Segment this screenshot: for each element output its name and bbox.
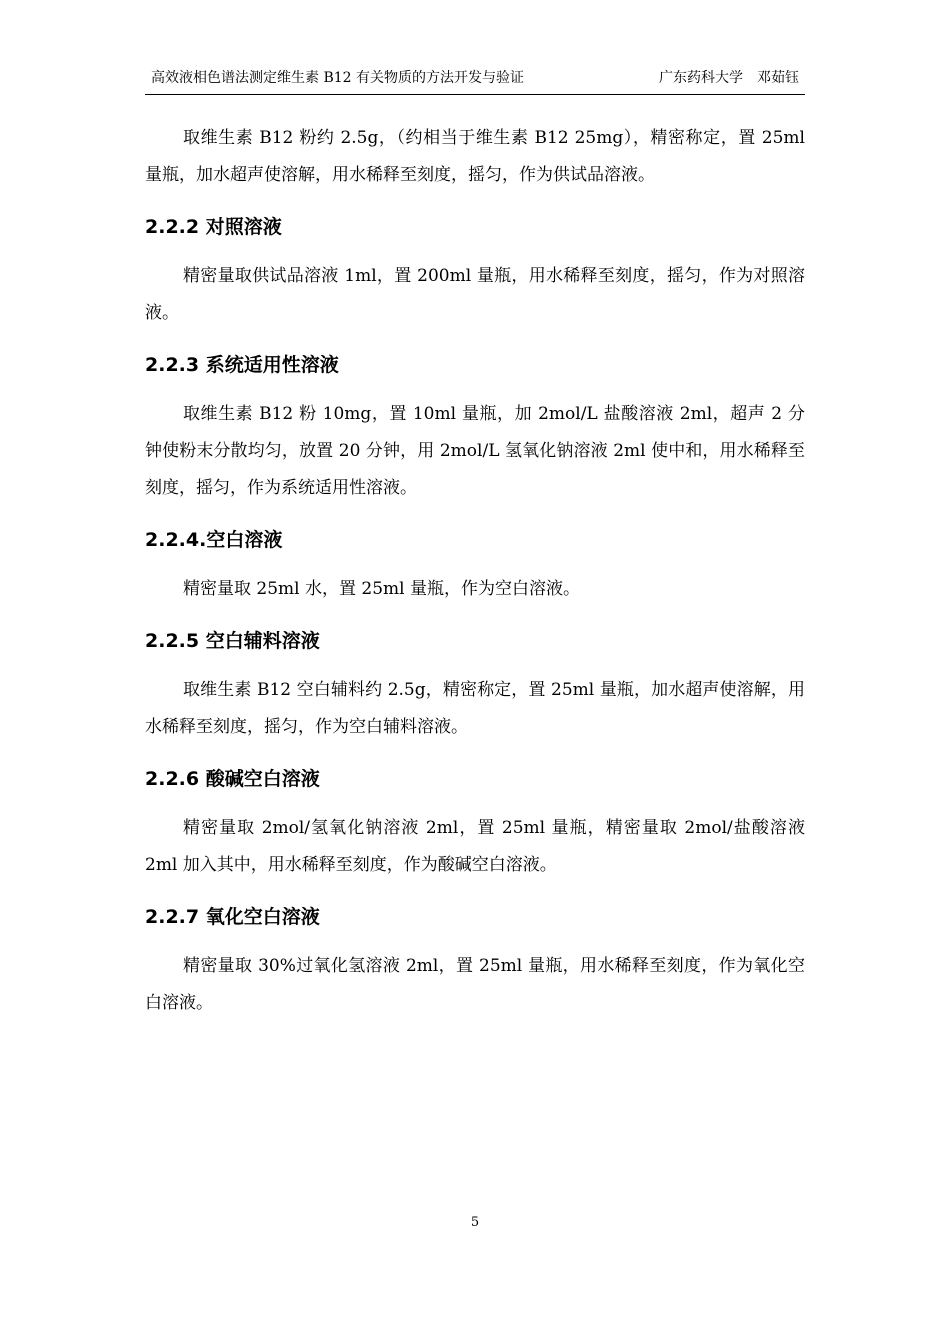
section-text-blank-excipient: 取维生素 B12 空白辅料约 2.5g，精密称定，置 25ml 量瓶，加水超声使溶解，用水稀释至刻度，摇匀，作为空白辅料溶液。 — [145, 680, 805, 737]
section-text-acid-base-blank: 精密量取 2mol/氢氧化钠溶液 2ml，置 25ml 量瓶，精密量取 2mol/盐酸溶液 2ml 加入其中，用水稀释至刻度，作为酸碱空白溶液。 — [145, 818, 805, 875]
header-divider — [145, 94, 805, 95]
section-heading-blank-solution: 2.2.4.空白溶液 — [145, 529, 283, 551]
section-heading-control-solution: 2.2.2 对照溶液 — [145, 216, 282, 238]
section-heading-blank-excipient: 2.2.5 空白辅料溶液 — [145, 630, 320, 652]
section-text-control-solution: 精密量取供试品溶液 1ml，置 200ml 量瓶，用水稀释至刻度，摇匀，作为对照溶液。 — [145, 266, 805, 323]
section-heading-oxidation-blank: 2.2.7 氧化空白溶液 — [145, 906, 320, 928]
header-title: 高效液相色谱法测定维生素 B12 有关物质的方法开发与验证 — [151, 70, 525, 86]
section-text-blank-solution: 精密量取 25ml 水，置 25ml 量瓶，作为空白溶液。 — [183, 579, 580, 599]
page-number: 5 — [470, 1215, 480, 1230]
section-text-oxidation-blank: 精密量取 30%过氧化氢溶液 2ml，置 25ml 量瓶，用水稀释至刻度，作为氧化空白溶液。 — [145, 956, 805, 1013]
document-body — [145, 120, 805, 1022]
section-heading-acid-base-blank: 2.2.6 酸碱空白溶液 — [145, 768, 320, 790]
section-text-system-suitability: 取维生素 B12 粉 10mg，置 10ml 量瓶，加 2mol/L 盐酸溶液 2ml，超声 2 分钟使粉末分散均匀，放置 20 分钟，用 2mol/L 氢氧化钠溶液 2ml 使中和，用水稀释至刻度，摇匀，作为系统适用性溶液。 — [145, 404, 805, 498]
header-institution-author: 广东药科大学 邓茹钰 — [659, 70, 799, 86]
section-heading-system-suitability: 2.2.3 系统适用性溶液 — [145, 354, 339, 376]
intro-paragraph: 取维生素 B12 粉约 2.5g，（约相当于维生素 B12 25mg），精密称定，置 25ml 量瓶，加水超声使溶解，用水稀释至刻度，摇匀，作为供试品溶液。 — [145, 128, 805, 185]
running-header — [145, 66, 805, 94]
